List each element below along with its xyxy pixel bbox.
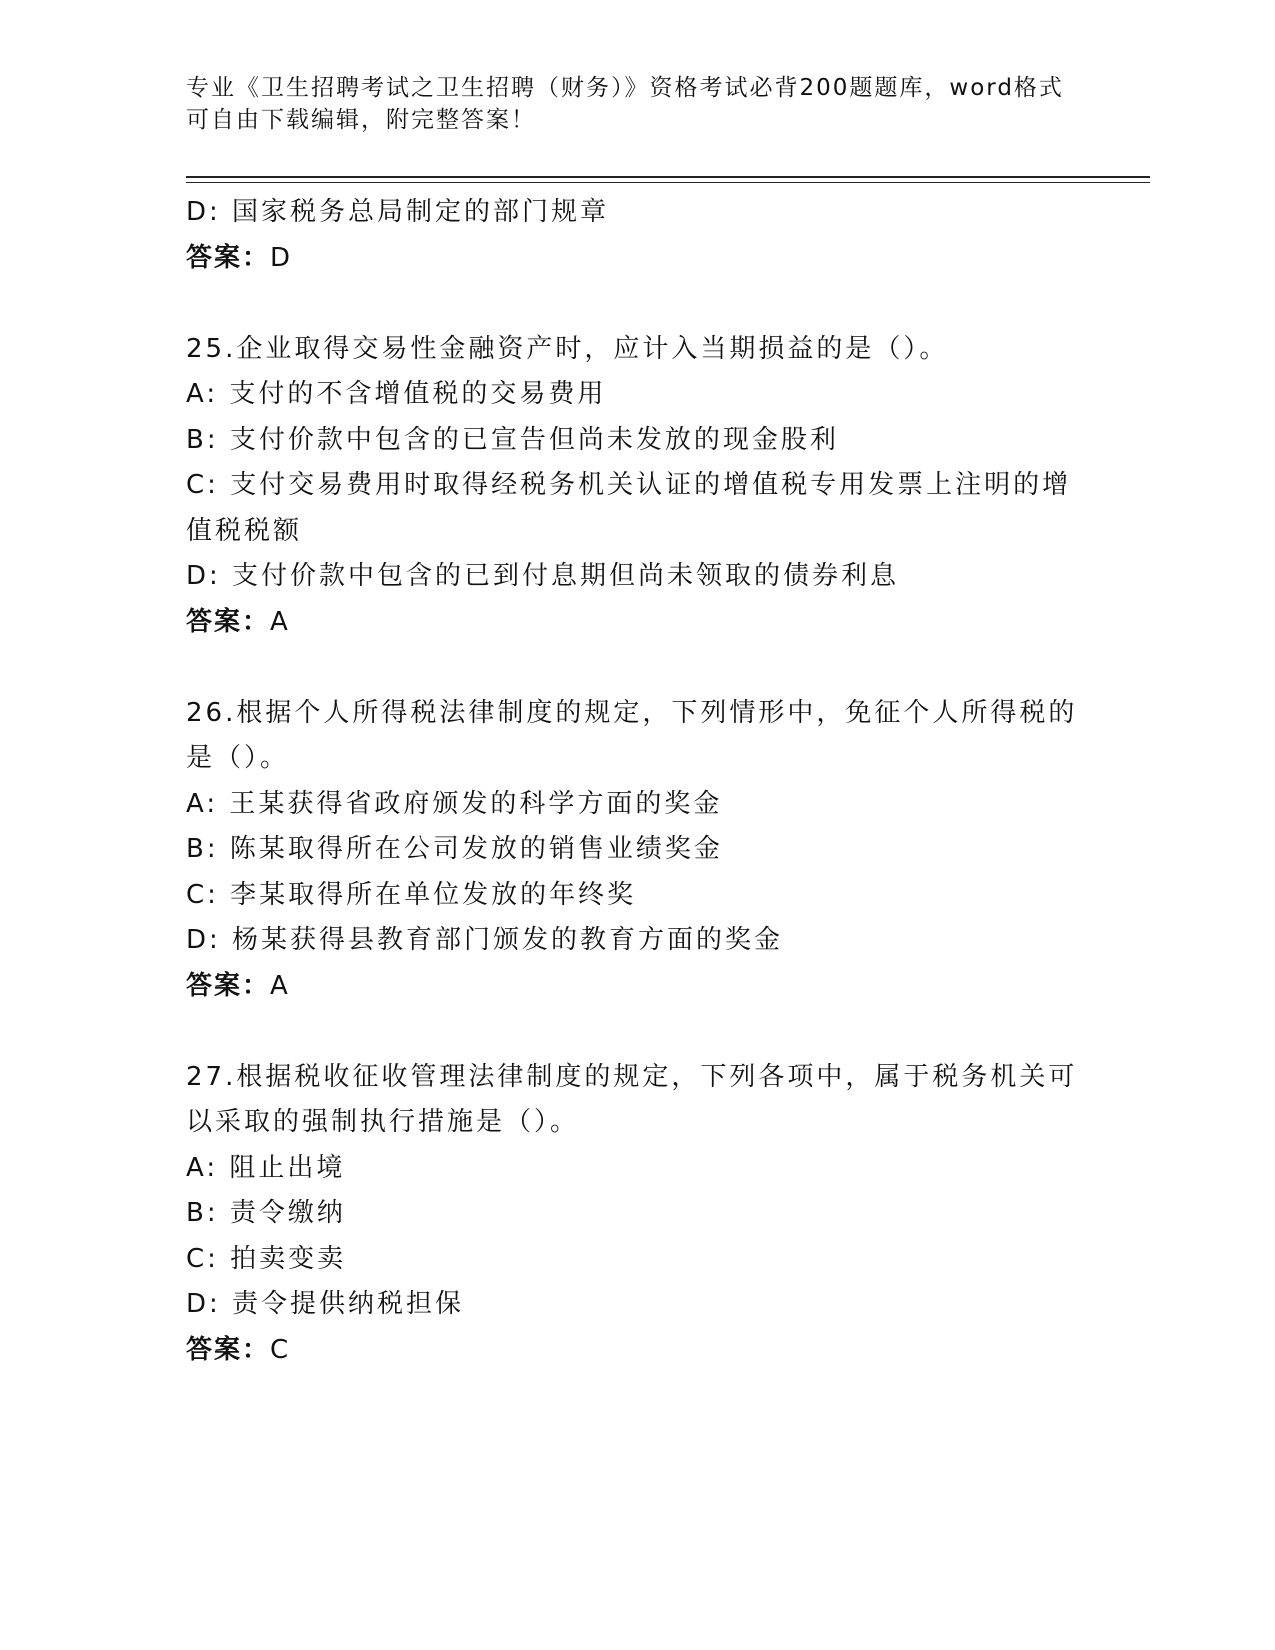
question-stem: 是（）。 xyxy=(186,743,290,773)
question-stem: 25.企业取得交易性金融资产时，应计入当期损益的是（）。 xyxy=(186,333,949,364)
option-d: D: 责令提供纳税担保 xyxy=(186,1289,465,1319)
header-line-2: 可自由下载编辑，附完整答案！ xyxy=(186,107,536,133)
header-rule-thin xyxy=(186,182,1150,183)
option-a: A: 支付的不含增值税的交易费用 xyxy=(186,379,607,409)
document-body xyxy=(186,190,1086,1373)
answer-value: A xyxy=(270,970,290,1001)
option-a: A: 阻止出境 xyxy=(186,1152,346,1183)
answer xyxy=(186,236,1086,282)
question-stem: 26.根据个人所得税法律制度的规定，下列情形中，免征个人所得税的 xyxy=(186,697,1078,728)
answer-value: A xyxy=(270,606,290,637)
answer-label: 答案： xyxy=(186,242,271,273)
option-d: D: 杨某获得县教育部门颁发的教育方面的奖金 xyxy=(186,925,784,955)
option-d: D: 国家税务总局制定的部门规章 xyxy=(186,197,610,227)
header-line-1: 专业《卫生招聘考试之卫生招聘（财务）》资格考试必背200题题库，word格式 xyxy=(186,75,1064,101)
spacer xyxy=(186,645,1086,691)
question-stem: 以采取的强制执行措施是（）。 xyxy=(186,1107,580,1137)
option-c: C: 支付交易费用时取得经税务机关认证的增值税专用发票上注明的增 xyxy=(186,470,1072,500)
option-c: C: 李某取得所在单位发放的年终奖 xyxy=(186,879,637,910)
question-block xyxy=(186,691,1086,1055)
answer-label: 答案： xyxy=(186,1334,271,1365)
option-c: 值税税额 xyxy=(186,515,303,546)
option-c: C: 拍卖变卖 xyxy=(186,1243,347,1274)
answer-value: C xyxy=(270,1334,291,1365)
answer-label: 答案： xyxy=(186,970,271,1001)
document-header xyxy=(186,72,1066,136)
option-b: B: 陈某取得所在公司发放的销售业绩奖金 xyxy=(186,834,723,864)
answer-label: 答案： xyxy=(186,606,271,637)
answer xyxy=(186,600,1086,646)
spacer xyxy=(186,1009,1086,1055)
option-b: B: 支付价款中包含的已宣告但尚未发放的现金股利 xyxy=(186,424,839,455)
spacer xyxy=(186,281,1086,327)
option-d: D: 支付价款中包含的已到付息期但尚未领取的债券利息 xyxy=(186,561,900,591)
option-b: B: 责令缴纳 xyxy=(186,1198,346,1228)
question-stem: 27.根据税收征收管理法律制度的规定，下列各项中，属于税务机关可 xyxy=(186,1061,1078,1092)
question-block xyxy=(186,1055,1086,1374)
option-a: A: 王某获得省政府颁发的科学方面的奖金 xyxy=(186,788,723,819)
answer xyxy=(186,964,1086,1010)
header-rule-thick xyxy=(186,176,1150,178)
answer xyxy=(186,1328,1086,1374)
question-list xyxy=(186,327,1086,1374)
question-block xyxy=(186,327,1086,691)
answer-value: D xyxy=(270,242,293,273)
